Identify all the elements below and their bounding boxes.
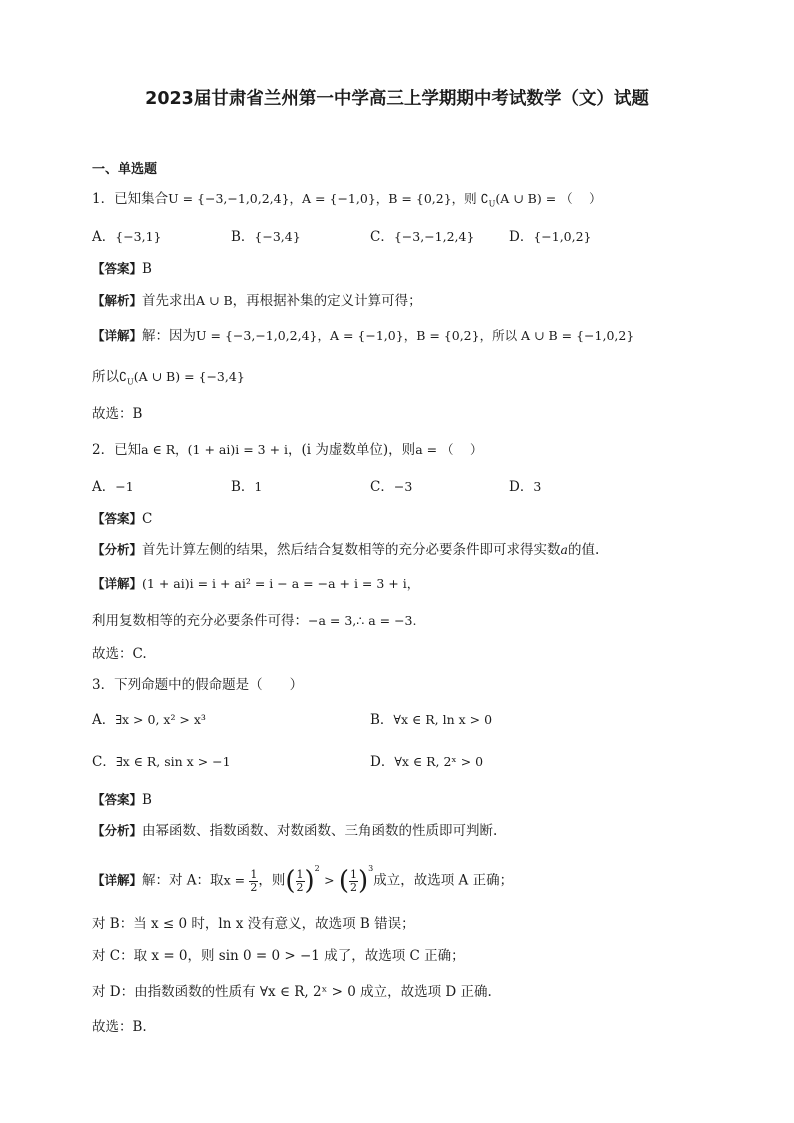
q2-option-d: D．3: [509, 479, 542, 495]
q2-option-b: B．1: [231, 479, 263, 495]
q3-analysis: 【分析】由幂函数、指数函数、对数函数、三角函数的性质即可判断.: [92, 823, 498, 839]
q3-option-b: B．∀x ∈ R, ln x > 0: [370, 712, 493, 728]
q2-answer: 【答案】C: [92, 511, 153, 527]
q3-answer: 【答案】B: [92, 792, 152, 808]
q1-stem: 1．已知集合U = {−3,−1,0,2,4}，A = {−1,0}，B = {0,2}，则 $∁_U(A$ ∪ B) = （ ）: [92, 191, 602, 209]
q3-stem: 3．下列命题中的假命题是（ ）: [92, 677, 304, 693]
q2-analysis: 【分析】首先计算左侧的结果，然后结合复数相等的充分必要条件即可求得实数a的值.: [92, 542, 600, 558]
q1-detail: 【详解】解：因为U = {−3,−1,0,2,4}，A = {−1,0}，B = {0,2}，所以 A ∪ B = {−1,0,2}: [92, 328, 635, 344]
q1-analysis: 【解析】首先求出A ∪ B，再根据补集的定义计算可得；: [92, 293, 422, 309]
q2-option-a: A．−1: [92, 479, 134, 495]
q1-option-b: B．{−3,4}: [231, 229, 301, 245]
q1-option-d: D．{−1,0,2}: [509, 229, 592, 245]
document-title: 2023届甘肃省兰州第一中学高三上学期期中考试数学（文）试题: [145, 89, 649, 109]
q3-detail-b: 对 B：当 x ≤ 0 时，ln x 没有意义，故选项 B 错误；: [92, 916, 415, 932]
q3-detail-c: 对 C：取 x = 0，则 sin 0 = 0 > −1 成了，故选项 C 正确；: [92, 948, 465, 964]
q3-detail: 【详解】解：对 A：取x = $\frac{1}{2}$ ，则( $\frac{1}{2}$ )$^2$ > ( $\frac{1}{2}$ )$^3$成立，故选项 A 正确；: [92, 864, 514, 896]
q3-detail-d: 对 D：由指数函数的性质有 ∀x ∈ R, 2ˣ > 0 成立，故选项 D 正确.: [92, 984, 492, 1000]
section-heading: 一、单选题: [92, 162, 158, 177]
q2-stem: 2．已知a ∈ R，(1 + ai)i = 3 + i，(i 为虚数单位)，则a = （ ）: [92, 442, 483, 458]
q2-detail: 【详解】(1 + ai)i = i + ai² = i − a = −a + i = 3 + i，: [92, 576, 420, 591]
q2-detail-line2: 利用复数相等的充分必要条件可得：−a = 3,∴ a = −3.: [92, 613, 417, 629]
q1-answer: 【答案】B: [92, 261, 152, 277]
q3-conclusion: 故选：B.: [92, 1019, 147, 1035]
q3-option-c: C．∃x ∈ R, sin x > −1: [92, 754, 231, 770]
q1-detail-line2: 所以$∁_U(A$ ∪ B) = {−3,4}: [92, 369, 245, 387]
q2-conclusion: 故选：C.: [92, 646, 147, 662]
q3-option-d: D．∀x ∈ R, 2ˣ > 0: [370, 754, 484, 770]
q3-option-a: A．∃x > 0, x² > x³: [92, 712, 206, 728]
q1-option-a: A．{−3,1}: [92, 229, 162, 245]
q1-conclusion: 故选：B: [92, 406, 143, 422]
q1-option-c: C．{−3,−1,2,4}: [370, 229, 475, 245]
q2-option-c: C．−3: [370, 479, 413, 495]
fraction-one-half: $\frac{1}{2}$: [250, 867, 258, 894]
